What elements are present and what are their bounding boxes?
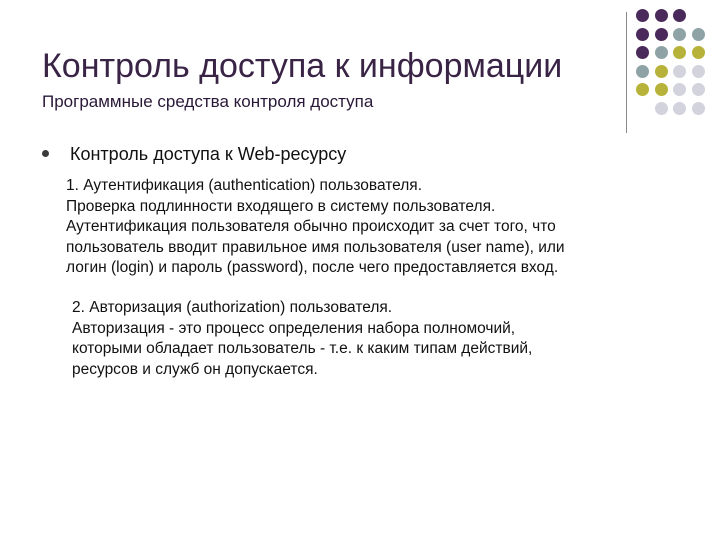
decorative-dot — [692, 28, 705, 41]
section-authentication — [66, 176, 565, 279]
decorative-dot — [673, 102, 686, 115]
decorative-dot — [692, 83, 705, 96]
section-line: логин (login) и пароль (password), после чего предоставляется вход. — [66, 259, 559, 276]
decorative-dot — [655, 65, 668, 78]
decorative-dot — [692, 102, 705, 115]
decorative-dot — [673, 9, 686, 22]
section-line: Аутентификация пользователя обычно происходит за счет того, что — [66, 218, 556, 235]
bullet-dot-icon — [42, 150, 49, 157]
section-line: Авторизация - это процесс определения набора полномочий, — [72, 319, 516, 337]
decorative-dot — [655, 83, 668, 96]
decorative-dot — [673, 65, 686, 78]
decorative-dot — [692, 65, 705, 78]
decorative-dot — [673, 83, 686, 96]
decorative-dot — [673, 46, 686, 59]
decorative-dot — [655, 28, 668, 41]
decorative-dot — [655, 46, 668, 59]
decorative-dot — [636, 83, 649, 96]
decorative-dot — [636, 65, 649, 78]
section-heading: 2. Авторизация (authorization) пользователя. — [72, 299, 393, 316]
decorative-dot-grid — [636, 9, 720, 121]
decorative-dot — [636, 9, 649, 22]
decorative-dot — [636, 46, 649, 59]
section-line: ресурсов и служб он допускается. — [72, 360, 318, 378]
section-heading: 1. Аутентификация (authentication) пользователя. — [66, 177, 423, 194]
slide-subtitle: Программные средства контроля доступа — [42, 92, 374, 111]
slide-title: Контроль доступа к информации — [42, 47, 563, 85]
decorative-dot — [692, 46, 705, 59]
decorative-dot — [636, 28, 649, 41]
section-authorization — [72, 298, 532, 380]
section-line: Проверка подлинности входящего в систему пользователя. — [66, 197, 496, 215]
section-line: пользователь вводит правильное имя пользователя (user name), или — [66, 238, 565, 256]
bullet-text: Контроль доступа к Web-ресурсу — [70, 144, 347, 164]
section-line: которыми обладает пользователь - т.е. к каким типам действий, — [72, 340, 533, 357]
decorative-dot — [655, 9, 668, 22]
decorative-dot — [655, 102, 668, 115]
decorative-dot — [673, 28, 686, 41]
vertical-divider — [626, 12, 627, 133]
bullet-item — [42, 142, 602, 166]
